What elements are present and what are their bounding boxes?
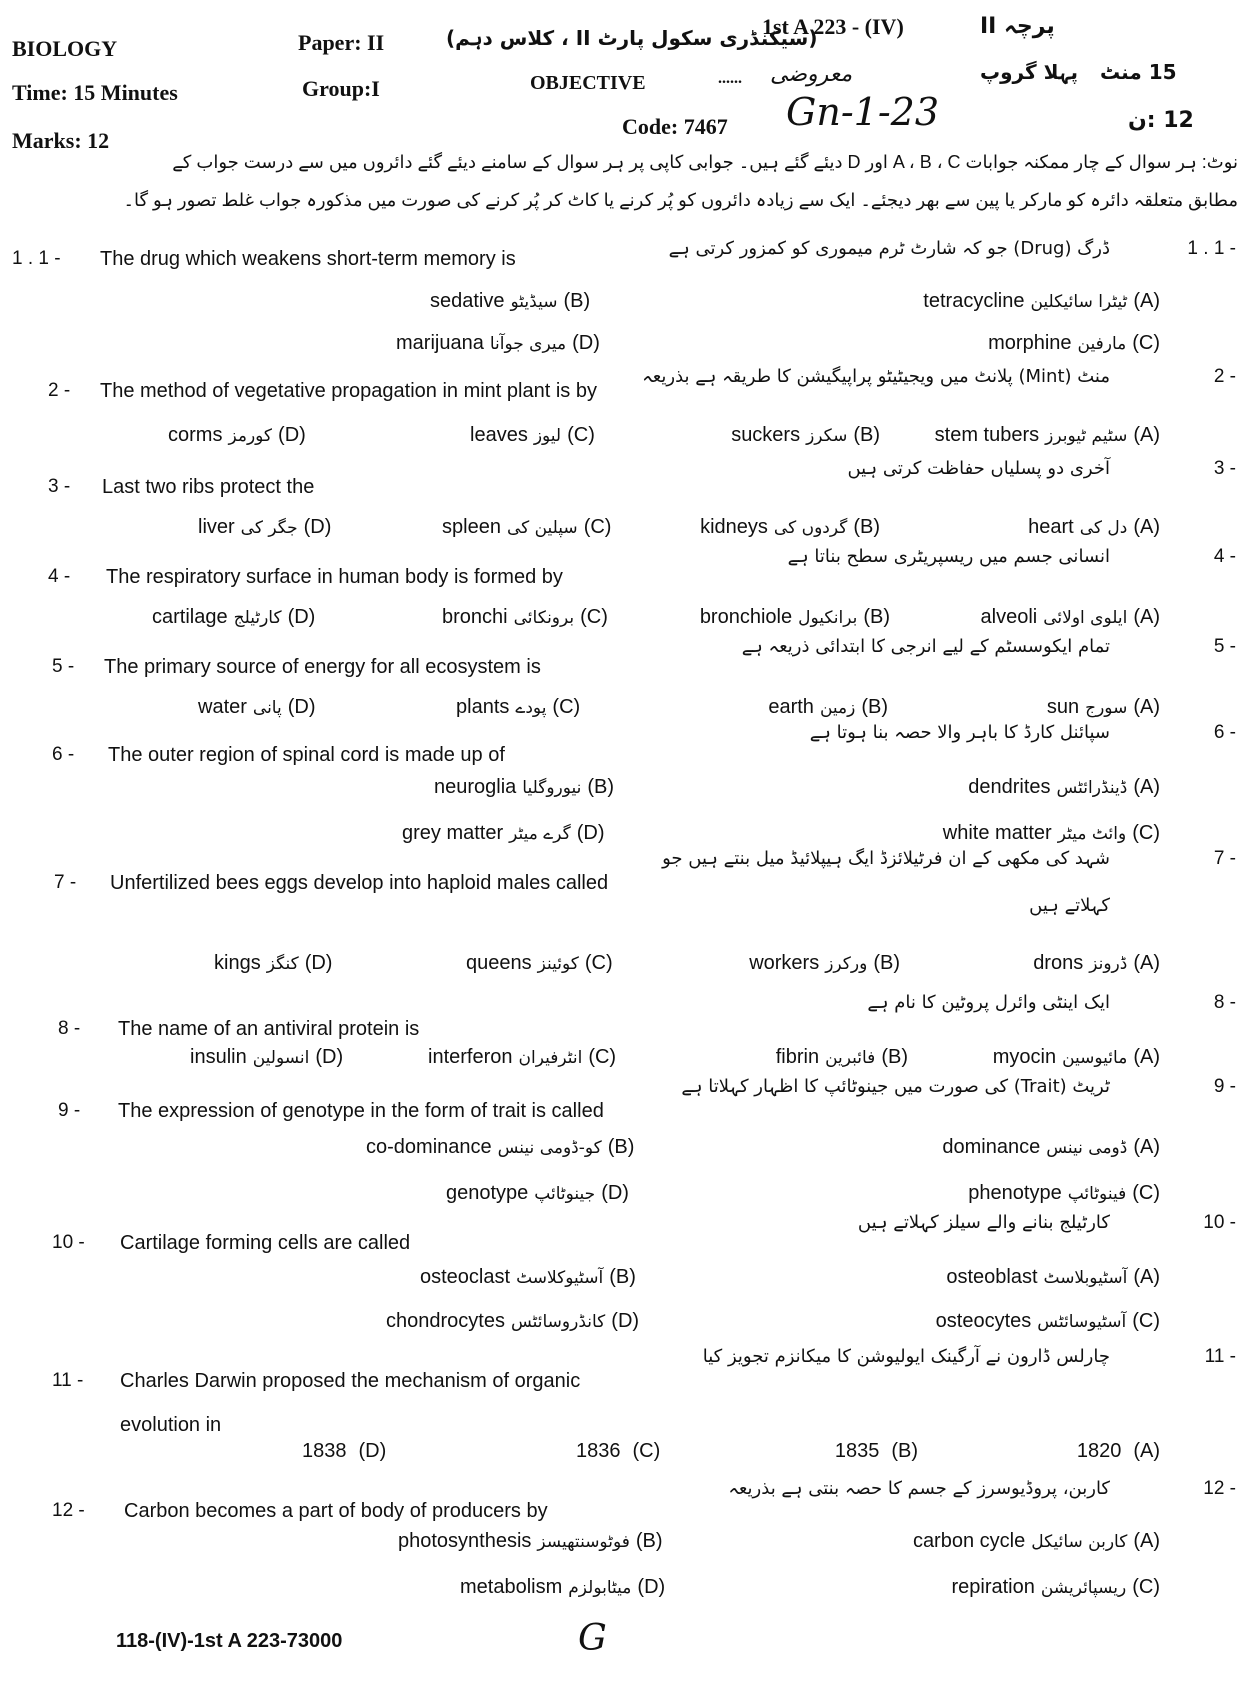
footer-code: 118-(IV)-1st A 223-73000 <box>116 1630 343 1652</box>
instructions-line-1: نوٹ: ہر سوال کے چار ممکنہ جوابات A ، B ، C اور D دیئے گئے ہیں۔ جوابی کاپی پر ہر سوال کے سامنے دیئے گئے دائروں میں سے درست جواب کے <box>172 152 1238 172</box>
option-label: (D) <box>601 1182 629 1204</box>
option-c[interactable] <box>951 1576 1160 1599</box>
option-a[interactable] <box>981 606 1160 629</box>
option-text-urdu: کانڈروسائٹس <box>510 1312 606 1332</box>
option-label: (B) <box>609 1266 636 1288</box>
question-text-urdu: انسانی جسم میں ریسپریٹری سطح بناتا ہے <box>787 546 1110 567</box>
question-number-urdu: 2 - <box>1213 366 1236 387</box>
instructions-line-2: مطابق متعلقہ دائرہ کو مارکر یا پین سے بھر دیجئے۔ ایک سے زیادہ دائروں کو پُر کرنے یا کاٹ کر پُر کرنے کی صورت میں مذکورہ جواب غلط تصور ہو گا۔ <box>123 190 1238 210</box>
question-number-urdu: 5 - <box>1213 636 1236 657</box>
option-label: (D) <box>611 1310 640 1332</box>
question-number-urdu: 10 - <box>1203 1212 1236 1233</box>
option-label: (A) <box>1133 1136 1160 1158</box>
option-label: (A) <box>1133 424 1160 446</box>
option-label: (C) <box>1132 1576 1160 1598</box>
option-text: 1820 <box>1076 1440 1122 1462</box>
urdu-objective: معروضی <box>770 62 853 87</box>
option-label: (C) <box>588 1046 617 1068</box>
option-label: (D) <box>637 1576 666 1598</box>
marks-label: Marks: 12 <box>12 128 110 153</box>
option-text: 1836 <box>576 1440 621 1462</box>
option-b[interactable] <box>749 952 900 975</box>
question-text: Last two ribs protect the <box>102 476 315 498</box>
option-text: suckers <box>731 424 801 446</box>
question-text-urdu: تمام ایکوسسٹم کے لیے انرجی کا ابتدائی ذریعہ ہے <box>741 636 1110 657</box>
option-text-urdu: آسٹیوکلاسٹ <box>516 1268 604 1288</box>
option-label: (A) <box>1133 290 1160 312</box>
option-text-urdu: گردوں کی <box>773 518 848 538</box>
option-label: (A) <box>1133 1046 1160 1068</box>
option-a[interactable] <box>968 776 1160 799</box>
option-label: (A) <box>1133 1266 1160 1288</box>
urdu-paper: II پرچہ <box>980 14 1055 39</box>
question-number-urdu: 4 - <box>1213 546 1236 567</box>
option-d[interactable] <box>460 1576 665 1599</box>
question-number: 4 - <box>48 566 71 587</box>
option-c[interactable] <box>456 696 580 719</box>
option-text: kings <box>214 952 261 974</box>
option-d[interactable] <box>302 1440 386 1463</box>
option-label: (D) <box>572 332 600 354</box>
option-b[interactable] <box>398 1530 663 1553</box>
option-label: (C) <box>584 952 613 974</box>
option-text: stem tubers <box>934 424 1040 446</box>
option-c[interactable] <box>988 332 1160 355</box>
option-label: (B) <box>635 1530 663 1552</box>
option-text-urdu: میری جوآنا <box>489 334 567 354</box>
question-text: Cartilage forming cells are called <box>120 1232 411 1254</box>
option-a[interactable] <box>913 1530 1160 1553</box>
paper-code: 1st A 223 - (IV) <box>762 14 904 39</box>
option-c[interactable] <box>442 516 611 539</box>
question-number-urdu: 6 - <box>1213 722 1236 743</box>
option-label: (C) <box>580 606 608 628</box>
question-text-urdu-cont: کہلاتے ہیں <box>1029 895 1110 916</box>
option-text: chondrocytes <box>386 1310 505 1332</box>
option-text: grey matter <box>402 822 504 844</box>
option-text-urdu: کارٹیلج <box>233 608 282 628</box>
option-a[interactable] <box>923 290 1160 313</box>
option-a[interactable] <box>1047 696 1160 719</box>
option-text-urdu: فوٹوسنتھیسز <box>537 1532 630 1552</box>
option-text: osteoblast <box>946 1266 1038 1288</box>
question-number-urdu: 7 - <box>1213 848 1236 869</box>
urdu-marks: 12 :ن <box>1128 108 1194 133</box>
option-text: kidneys <box>700 516 768 538</box>
question-text-urdu: آخری دو پسلیاں حفاظت کرتی ہیں <box>847 458 1110 479</box>
option-text: bronchiole <box>699 606 793 628</box>
option-d[interactable] <box>396 332 600 355</box>
option-text: marijuana <box>396 332 484 354</box>
option-text: morphine <box>988 332 1072 354</box>
option-c[interactable] <box>466 952 613 975</box>
option-text: interferon <box>428 1046 513 1068</box>
question-text: The respiratory surface in human body is formed by <box>106 566 563 588</box>
option-label: (C) <box>1132 332 1160 354</box>
option-text: leaves <box>470 424 528 446</box>
option-text: dendrites <box>968 776 1051 798</box>
option-d[interactable] <box>214 952 332 975</box>
option-b[interactable] <box>768 696 888 719</box>
urdu-group: پہلا گروپ <box>980 60 1078 84</box>
option-a[interactable] <box>1033 952 1160 975</box>
question-text-urdu: کارٹیلج بنانے والے سیلز کہلاتے ہیں <box>857 1212 1110 1233</box>
question-number: 6 - <box>52 744 75 765</box>
option-text-urdu: گرے میٹر <box>509 824 571 844</box>
option-text-urdu: میٹابولزم <box>568 1578 632 1598</box>
option-text-urdu: کنگز <box>266 954 299 974</box>
question-text: The drug which weakens short-term memory is <box>100 248 516 270</box>
option-label: (C) <box>632 1440 661 1462</box>
option-text: white matter <box>942 822 1052 844</box>
question-text-cont: evolution in <box>120 1414 222 1436</box>
option-text: liver <box>198 516 235 538</box>
question-text-urdu: سپائنل کارڈ کا باہر والا حصہ بنا ہوتا ہے <box>809 722 1110 743</box>
option-d[interactable] <box>386 1310 639 1333</box>
option-text-urdu: پودے <box>515 698 547 718</box>
question-text-urdu: منٹ (Mint) پلانٹ میں ویجیٹیٹو پراپیگیشن کا طریقہ ہے بذریعہ <box>642 366 1110 387</box>
option-label: (B) <box>891 1440 918 1462</box>
option-text: plants <box>456 696 510 718</box>
question-text: The expression of genotype in the form of trait is called <box>118 1100 604 1122</box>
question-number-urdu: 12 - <box>1203 1478 1236 1499</box>
option-label: (A) <box>1133 696 1160 718</box>
question-number: 3 - <box>48 476 71 497</box>
option-text-urdu: مائیوسین <box>1062 1048 1128 1068</box>
option-text: fibrin <box>775 1046 820 1068</box>
option-text: spleen <box>442 516 501 538</box>
option-text-urdu: دل کی <box>1079 518 1128 538</box>
option-label: (C) <box>1132 1310 1160 1332</box>
question-text: The outer region of spinal cord is made up of <box>108 744 505 766</box>
option-text-urdu: ورکرز <box>825 954 868 974</box>
option-b[interactable] <box>434 776 614 799</box>
option-label: (D) <box>576 822 605 844</box>
option-text-urdu: جینوٹائپ <box>534 1184 596 1204</box>
question-text: Carbon becomes a part of body of producers by <box>124 1500 548 1522</box>
option-c[interactable] <box>576 1440 660 1463</box>
option-text-urdu: ڈرونز <box>1089 954 1128 974</box>
option-text: neuroglia <box>434 776 517 798</box>
option-text-urdu: سیڈیٹو <box>510 292 558 312</box>
question-text: The name of an antiviral protein is <box>118 1018 420 1040</box>
option-label: (D) <box>315 1046 344 1068</box>
option-text-urdu: کوئینز <box>537 954 579 974</box>
option-text: drons <box>1033 952 1084 974</box>
option-text-urdu: آسٹیوبلاسٹ <box>1043 1268 1128 1288</box>
option-text-urdu: برونکائی <box>513 608 575 628</box>
option-d[interactable] <box>402 822 605 845</box>
option-c[interactable] <box>968 1182 1160 1205</box>
question-text: The method of vegetative propagation in mint plant is by <box>100 380 597 402</box>
option-label: (B) <box>863 606 890 628</box>
question-text-urdu: کاربن، پروڈیوسرز کے جسم کا حصہ بنتی ہے بذریعہ <box>728 1478 1110 1499</box>
option-text: genotype <box>446 1182 529 1204</box>
option-text-urdu: وائٹ میٹر <box>1057 824 1127 844</box>
option-label: (D) <box>287 606 316 628</box>
option-b[interactable] <box>776 1046 908 1069</box>
question-text-urdu: ٹریٹ (Trait) کی صورت میں جینوٹائپ کا اظہار کہلاتا ہے <box>681 1076 1110 1097</box>
option-c[interactable] <box>470 424 595 447</box>
option-text: repiration <box>951 1576 1035 1598</box>
option-text: alveoli <box>980 606 1038 628</box>
option-text: 1838 <box>302 1440 347 1462</box>
question-number-urdu: 8 - <box>1213 992 1236 1013</box>
option-d[interactable] <box>190 1046 343 1069</box>
question-text-urdu: ایک اینٹی وائرل پروٹین کا نام ہے <box>867 992 1110 1013</box>
option-label: (B) <box>873 952 900 974</box>
option-label: (A) <box>1133 952 1160 974</box>
subject-title: BIOLOGY <box>12 36 118 61</box>
option-label: (D) <box>287 696 316 718</box>
option-label: (A) <box>1133 1530 1160 1552</box>
option-c[interactable] <box>442 606 608 629</box>
option-text-urdu: جگر کی <box>240 518 298 538</box>
option-text-urdu: زمین <box>819 698 856 718</box>
question-number: 7 - <box>54 872 77 893</box>
option-b[interactable] <box>835 1440 918 1463</box>
footer-signature: G <box>578 1618 607 1659</box>
question-number-urdu: 3 - <box>1213 458 1236 479</box>
option-text: 1835 <box>834 1440 880 1462</box>
option-c[interactable] <box>936 1310 1160 1333</box>
time-label: Time: 15 Minutes <box>12 80 178 105</box>
option-text-urdu: ریسپائریشن <box>1040 1578 1127 1598</box>
code-label: Code: 7467 <box>622 114 728 139</box>
option-d[interactable] <box>198 516 331 539</box>
option-label: (A) <box>1133 606 1160 628</box>
option-label: (B) <box>881 1046 908 1068</box>
option-d[interactable] <box>168 424 306 447</box>
option-label: (D) <box>358 1440 387 1462</box>
option-a[interactable] <box>993 1046 1160 1069</box>
group-label: Group:I <box>302 76 380 101</box>
option-d[interactable] <box>152 606 315 629</box>
option-label: (C) <box>583 516 612 538</box>
option-label: (B) <box>853 424 880 446</box>
option-label: (A) <box>1133 516 1160 538</box>
option-text-urdu: نیوروگلیا <box>522 778 582 798</box>
option-label: (C) <box>1132 1182 1160 1204</box>
option-b[interactable] <box>420 1266 636 1289</box>
option-label: (C) <box>552 696 581 718</box>
option-text: myocin <box>992 1046 1057 1068</box>
option-label: (D) <box>278 424 306 446</box>
option-label: (B) <box>563 290 591 312</box>
option-text-urdu: انسولین <box>252 1048 310 1068</box>
question-text: Charles Darwin proposed the mechanism of organic <box>120 1370 581 1392</box>
option-text: tetracycline <box>923 290 1025 312</box>
option-text: carbon cycle <box>912 1530 1026 1552</box>
question-number-urdu: 11 - <box>1204 1346 1236 1367</box>
option-text: water <box>198 696 247 718</box>
option-label: (D) <box>303 516 332 538</box>
option-text-urdu: ڈینڈرائٹس <box>1056 778 1128 798</box>
question-text-urdu: چارلس ڈارون نے آرگینک ایولیوشن کا میکانزم تجویز کیا <box>702 1346 1110 1367</box>
option-b[interactable] <box>731 424 880 447</box>
option-text-urdu: کو-ڈومی نینس <box>497 1138 602 1158</box>
option-text-urdu: فائبرین <box>825 1048 876 1068</box>
option-text: queens <box>466 952 532 974</box>
question-number-urdu: 1 . 1 - <box>1187 238 1236 259</box>
header-dots: ...... <box>718 70 742 87</box>
option-label: (B) <box>587 776 615 798</box>
question-number-urdu: 9 - <box>1213 1076 1236 1097</box>
option-text-urdu: مارفین <box>1077 334 1127 354</box>
question-number: 12 - <box>52 1500 85 1521</box>
option-label: (A) <box>1133 776 1160 798</box>
option-text: photosynthesis <box>398 1530 532 1552</box>
option-text: workers <box>749 952 820 974</box>
option-text-urdu: برانکیول <box>798 608 858 628</box>
option-text-urdu: سٹیم ٹیوبرز <box>1045 426 1128 446</box>
option-text-urdu: آسٹیوسائٹس <box>1037 1312 1127 1332</box>
option-text: sedative <box>430 290 505 312</box>
option-text: phenotype <box>968 1182 1062 1204</box>
option-label: (C) <box>1132 822 1160 844</box>
option-text: co-dominance <box>366 1136 492 1158</box>
objective-label: OBJECTIVE <box>530 72 646 94</box>
option-b[interactable] <box>700 606 890 629</box>
option-text-urdu: ٹیٹرا سائیکلین <box>1030 292 1128 312</box>
option-a[interactable] <box>1077 1440 1160 1463</box>
option-text-urdu: کورمز <box>228 426 273 446</box>
urdu-title: (سیکنڈری سکول پارٹ II ، کلاس دہم) <box>446 26 818 50</box>
paper-label: Paper: II <box>298 30 385 55</box>
option-a[interactable] <box>946 1266 1160 1289</box>
option-text-urdu: انٹرفیران <box>518 1048 583 1068</box>
option-text-urdu: سپلین کی <box>506 518 578 538</box>
option-text: heart <box>1028 516 1074 538</box>
option-text: earth <box>768 696 814 718</box>
option-c[interactable] <box>943 822 1160 845</box>
option-text: corms <box>168 424 223 446</box>
option-text-urdu: لیوز <box>533 426 562 446</box>
question-number: 1 . 1 - <box>12 248 61 269</box>
question-number: 10 - <box>52 1232 85 1253</box>
option-text: cartilage <box>152 606 228 628</box>
question-text-urdu: شہد کی مکھی کے ان فرٹیلائزڈ ایگ ہیپلائیڈ میل بنتے ہیں جو <box>662 848 1110 869</box>
handwritten-date: Gn-1-23 <box>786 90 940 134</box>
option-b[interactable] <box>430 290 590 313</box>
option-text-urdu: ڈومی نینس <box>1046 1138 1128 1158</box>
option-text: dominance <box>942 1136 1041 1158</box>
question-number: 11 - <box>52 1370 84 1391</box>
option-a[interactable] <box>942 1136 1160 1159</box>
option-c[interactable] <box>428 1046 616 1069</box>
option-d[interactable] <box>446 1182 629 1205</box>
option-label: (C) <box>567 424 595 446</box>
option-text-urdu: فینوٹائپ <box>1067 1184 1127 1204</box>
option-text: metabolism <box>460 1576 563 1598</box>
option-text-urdu: کاربن سائیکل <box>1031 1532 1128 1552</box>
option-label: (A) <box>1133 1440 1160 1462</box>
question-number: 9 - <box>58 1100 81 1121</box>
option-d[interactable] <box>198 696 315 719</box>
question-number: 5 - <box>52 656 75 677</box>
option-text: osteocytes <box>935 1310 1032 1332</box>
option-b[interactable] <box>700 516 880 539</box>
option-label: (D) <box>304 952 333 974</box>
option-text-urdu: سورج <box>1085 698 1128 718</box>
option-text: osteoclast <box>420 1266 511 1288</box>
option-text-urdu: سکرز <box>806 426 848 446</box>
option-text-urdu: ایلوی اولائی <box>1043 608 1128 628</box>
question-number: 2 - <box>48 380 71 401</box>
option-text: insulin <box>190 1046 247 1068</box>
question-text-urdu: ڈرگ (Drug) جو کہ شارٹ ٹرم میموری کو کمزور کرتی ہے <box>668 238 1110 259</box>
question-text: The primary source of energy for all ecosystem is <box>104 656 541 678</box>
option-text-urdu: پانی <box>252 698 282 718</box>
question-text: Unfertilized bees eggs develop into haploid males called <box>110 872 609 894</box>
option-label: (B) <box>853 516 880 538</box>
option-label: (B) <box>607 1136 635 1158</box>
option-text: bronchi <box>442 606 508 628</box>
option-label: (B) <box>861 696 888 718</box>
option-a[interactable] <box>1028 516 1160 539</box>
urdu-time: 15 منٹ <box>1100 60 1177 84</box>
option-text: sun <box>1046 696 1080 718</box>
question-number: 8 - <box>58 1018 81 1039</box>
option-b[interactable] <box>366 1136 634 1159</box>
option-a[interactable] <box>935 424 1160 447</box>
